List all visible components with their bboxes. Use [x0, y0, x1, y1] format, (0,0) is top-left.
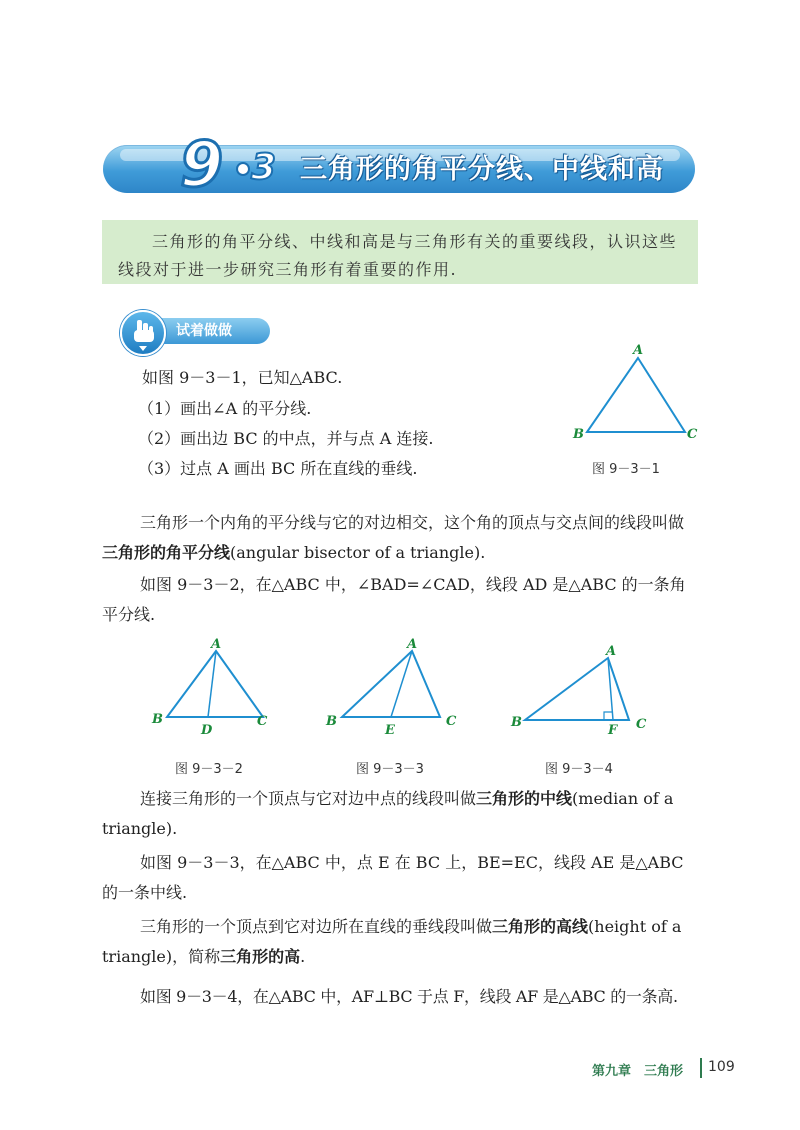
caption-9-3-4: 图 9－3－4: [545, 762, 613, 777]
term-angle-bisector: 三角形的角平分线: [102, 543, 231, 562]
section-dot: [236, 162, 250, 176]
paragraph-example-1: 如图 9－3－2，在△ABC 中，∠BAD=∠CAD，线段 AD 是△ABC 的一条角平分线.: [102, 575, 686, 624]
right-angle-mark: [604, 712, 612, 720]
task-line-3: （2）画出边 BC 的中点，并与点 A 连接.: [138, 429, 434, 448]
footer-chapter: 第九章 三角形: [592, 1064, 684, 1079]
triangle-abc: [342, 651, 440, 717]
section-subnumber: 3: [251, 147, 277, 188]
label-b: B: [573, 427, 584, 442]
section-title: 三角形的角平分线、中线和高: [300, 154, 664, 185]
label-c: C: [446, 714, 457, 729]
label-a: A: [633, 343, 644, 358]
figure-9-3-1: [565, 338, 705, 448]
label-b: B: [152, 712, 163, 727]
paragraph-example-2: 如图 9－3－3，在△ABC 中，点 E 在 BC 上，BE=EC，线段 AE 是△ABC 的一条中线.: [102, 853, 684, 902]
text: (height of a triangle)，简称: [102, 917, 682, 966]
footer-divider: [700, 1058, 702, 1078]
section-number: 9: [180, 128, 222, 201]
label-b: B: [326, 714, 337, 729]
term-height-line: 三角形的高线: [492, 917, 589, 936]
paragraph-example-3: 如图 9－3－4，在△ABC 中，AF⊥BC 于点 F，线段 AF 是△ABC 的一条高.: [140, 987, 678, 1006]
label-c: C: [687, 427, 698, 442]
label-a: A: [606, 644, 617, 659]
hand-icon: [120, 310, 166, 356]
label-d: D: [201, 723, 213, 738]
text: .: [300, 947, 306, 966]
paragraph-median: [102, 784, 698, 844]
term-median: 三角形的中线: [476, 789, 573, 808]
caption-9-3-2: 图 9－3－2: [175, 762, 243, 777]
task-line-4: （3）过点 A 画出 BC 所在直线的垂线.: [138, 459, 418, 478]
triangle-abc: [587, 358, 685, 432]
text: (angular bisector of a triangle).: [230, 543, 486, 562]
text: 连接三角形的一个顶点与它对边中点的线段叫做: [140, 789, 477, 808]
figure-9-3-3: [322, 635, 462, 745]
label-c: C: [636, 717, 647, 732]
label-a: A: [211, 637, 222, 652]
caption-9-3-3: 图 9－3－3: [356, 762, 424, 777]
caption-9-3-1: 图 9－3－1: [592, 462, 660, 477]
label-b: B: [511, 715, 522, 730]
try-it-label: 试着做做: [176, 323, 232, 339]
intro-text: 三角形的角平分线、中线和高是与三角形有关的重要线段，认识这些线段对于进一步研究三角形有着重要的作用.: [118, 232, 678, 279]
text: 三角形的一个顶点到它对边所在直线的垂线段叫做: [140, 917, 493, 936]
label-a: A: [407, 637, 418, 652]
text: (median of a triangle).: [102, 789, 674, 838]
paragraph-height: [102, 912, 698, 972]
term-height: 三角形的高: [220, 947, 301, 966]
label-f: F: [608, 723, 618, 738]
paragraph-bisector: [102, 508, 698, 568]
page-number: 109: [708, 1059, 735, 1075]
figure-9-3-4: [505, 640, 665, 745]
figure-9-3-2: [145, 635, 280, 745]
task-line-2: （1）画出∠A 的平分线.: [138, 399, 312, 418]
triangle-abc: [525, 658, 629, 720]
text: 三角形一个内角的平分线与它的对边相交，这个角的顶点与交点间的线段叫做: [140, 513, 685, 532]
label-e: E: [385, 723, 395, 738]
label-c: C: [257, 714, 268, 729]
task-line-1: 如图 9－3－1，已知△ABC.: [142, 368, 343, 387]
